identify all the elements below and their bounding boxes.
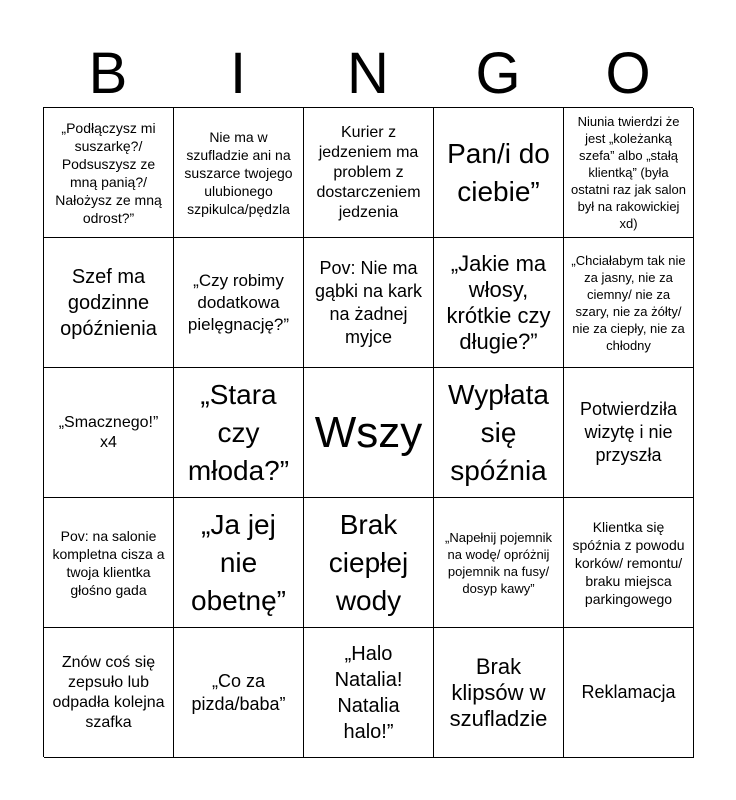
bingo-cell[interactable] xyxy=(44,108,174,238)
cell-text: „Stara czy młoda?” xyxy=(187,378,290,486)
bingo-cell[interactable] xyxy=(44,498,174,628)
bingo-cell[interactable] xyxy=(434,498,564,628)
bingo-cell[interactable] xyxy=(434,628,564,758)
bingo-cell[interactable] xyxy=(304,108,434,238)
cell-text: „Chciałabym tak nie za jasny, nie za ciemny/ nie za szary, nie za żółty/ nie za ciepły, nie za chłodny xyxy=(571,252,686,353)
bingo-cell[interactable] xyxy=(434,238,564,368)
header-letter-i: I xyxy=(229,41,247,106)
cell-text: Nie ma w szufladzie ani na suszarce twojego ulubionego szpikulca/pędzla xyxy=(184,128,293,217)
header-letter-n: N xyxy=(347,41,389,106)
header-letter-o: O xyxy=(605,41,651,106)
bingo-cell[interactable] xyxy=(174,238,304,368)
cell-text: „Smacznego!” x4 xyxy=(58,413,159,451)
bingo-cell[interactable] xyxy=(304,368,434,498)
cell-text: Pan/i do ciebie” xyxy=(447,137,550,207)
bingo-cell[interactable] xyxy=(44,368,174,498)
cell-text: Pov: Nie ma gąbki na kark na żadnej myjce xyxy=(314,257,423,347)
cell-text: Wypłata się spóźnia xyxy=(448,378,549,486)
bingo-header xyxy=(43,42,693,106)
bingo-cell[interactable] xyxy=(174,628,304,758)
bingo-cell[interactable] xyxy=(174,498,304,628)
cell-text: „Co za pizda/baba” xyxy=(191,670,286,714)
bingo-cell[interactable] xyxy=(44,238,174,368)
bingo-cell[interactable] xyxy=(434,368,564,498)
bingo-cell[interactable] xyxy=(304,498,434,628)
bingo-cell[interactable] xyxy=(564,108,694,238)
cell-text: Potwierdziła wizytę i nie przyszła xyxy=(579,399,678,465)
header-letter-b: B xyxy=(88,41,128,106)
bingo-cell[interactable] xyxy=(174,108,304,238)
bingo-board xyxy=(43,107,693,757)
cell-text: „Halo Natalia! Natalia halo!” xyxy=(334,642,403,743)
bingo-cell[interactable] xyxy=(174,368,304,498)
cell-text: „Ja jej nie obetnę” xyxy=(191,508,286,616)
bingo-cell[interactable] xyxy=(564,498,694,628)
cell-text: Znów coś się zepsuło lub odpadła kolejna szafka xyxy=(52,653,165,731)
cell-text: Brak ciepłej wody xyxy=(328,508,409,616)
bingo-cell[interactable] xyxy=(304,238,434,368)
bingo-cell[interactable] xyxy=(434,108,564,238)
bingo-cell[interactable] xyxy=(304,628,434,758)
cell-text: Wszy xyxy=(314,407,423,457)
cell-text: „Czy robimy dodatkowa pielęgnację?” xyxy=(187,270,290,334)
header-letter-g: G xyxy=(475,41,521,106)
cell-text: Pov: na salonie kompletna cisza a twoja klientka głośno gada xyxy=(52,527,165,598)
cell-text: Klientka się spóźnia z powodu korków/ remontu/ braku miejsca parkingowego xyxy=(572,518,685,607)
cell-text: „Podłączysz mi suszarkę?/ Podsuszysz ze mną panią?/ Nałożysz ze mną odrost?” xyxy=(55,119,162,226)
cell-text: Niunia twierdzi że jest „koleżanką szefa” albo „stałą klientką” (była ostatni raz jak salon był na rakowickiej xd) xyxy=(571,114,686,231)
bingo-cell[interactable] xyxy=(44,628,174,758)
cell-text: Brak klipsów w szufladzie xyxy=(449,653,548,731)
cell-text: „Jakie ma włosy, krótkie czy długie?” xyxy=(446,250,551,354)
cell-text: „Napełnij pojemnik na wodę/ opróżnij pojemnik na fusy/ dosyp kawy” xyxy=(445,529,552,596)
cell-text: Szef ma godzinne opóźnienia xyxy=(60,265,157,340)
cell-text: Reklamacja xyxy=(581,682,676,702)
bingo-cell[interactable] xyxy=(564,628,694,758)
bingo-cell[interactable] xyxy=(564,368,694,498)
bingo-cell[interactable] xyxy=(564,238,694,368)
cell-text: Kurier z jedzeniem ma problem z dostarczeniem jedzenia xyxy=(316,123,421,221)
